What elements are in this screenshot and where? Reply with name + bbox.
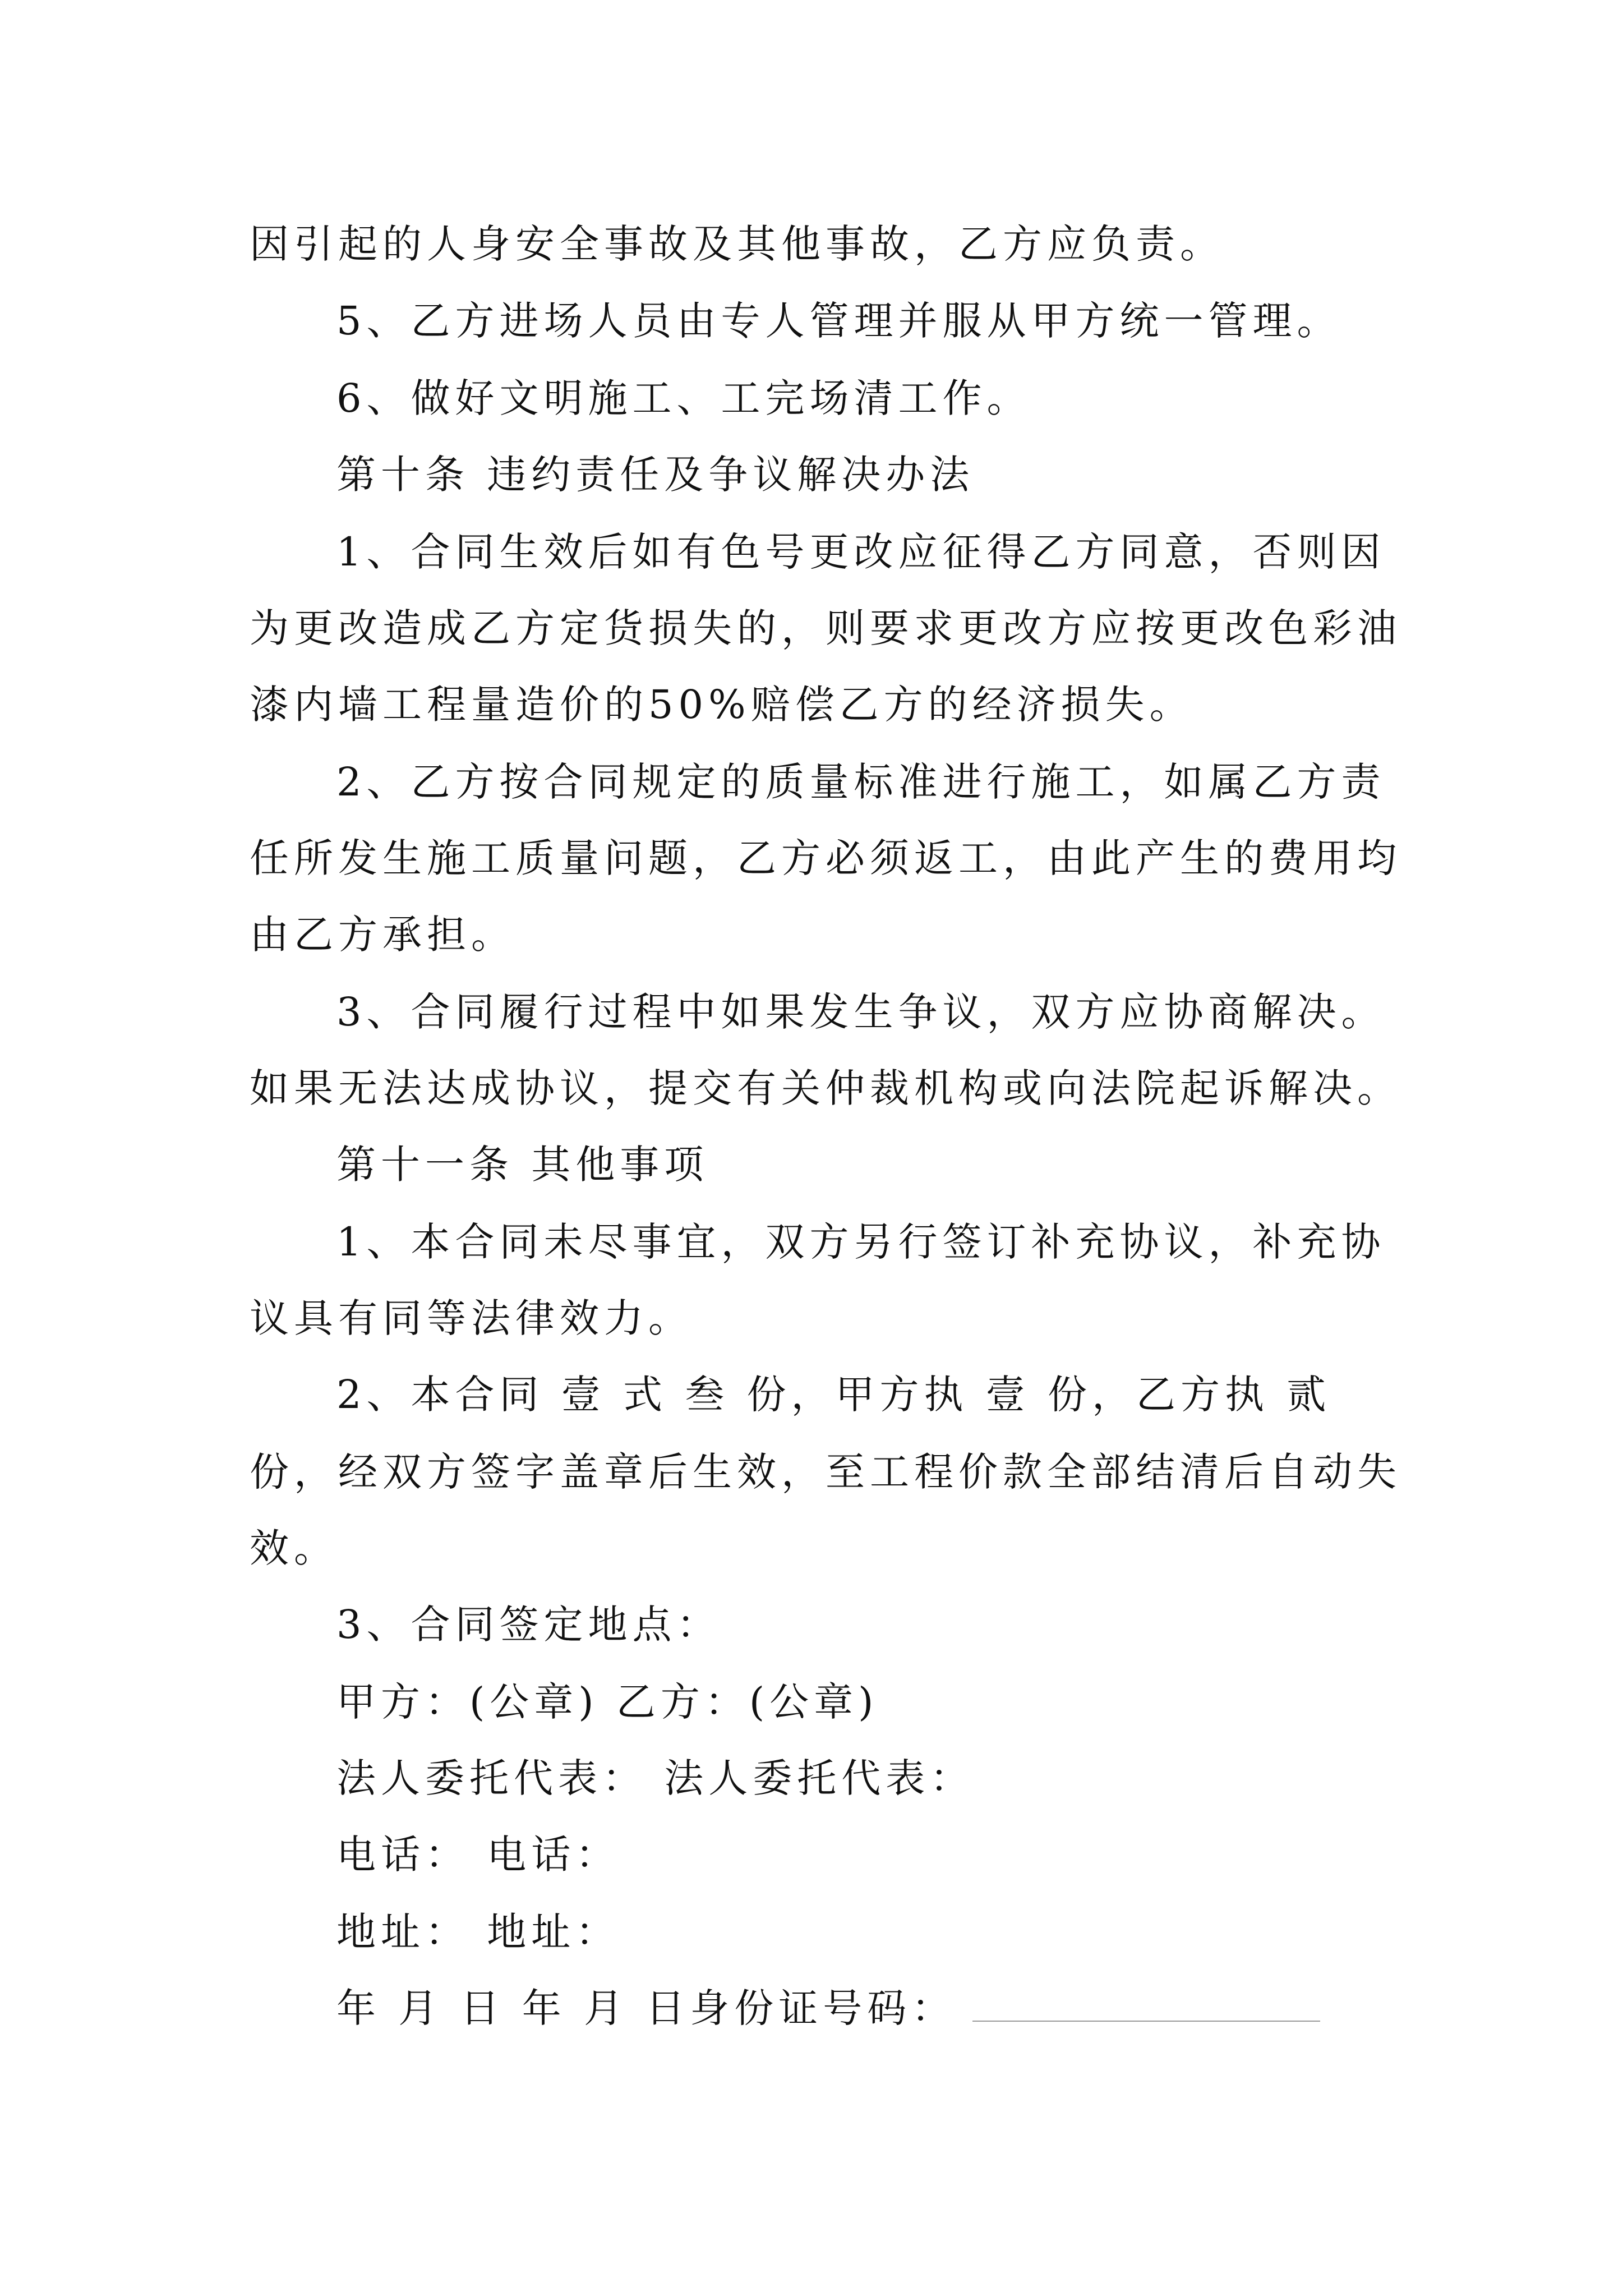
phone-line: 电话： 电话：: [336, 1832, 620, 1878]
paragraph-line: 因引起的人身安全事故及其他事故，乙方应负责。: [250, 221, 1224, 267]
section-heading: 第十条 违约责任及争议解决办法: [336, 452, 975, 498]
address-line: 地址： 地址：: [336, 1909, 620, 1955]
paragraph-line: 1、合同生效后如有色号更改应征得乙方同意，否则因: [336, 529, 1386, 575]
signing-place-line: 3、合同签定地点：: [336, 1602, 721, 1648]
paragraph-line: 5、乙方进场人员由专人管理并服从甲方统一管理。: [336, 298, 1341, 344]
paragraph-line: 由乙方承担。: [250, 912, 515, 958]
paragraph-line: 如果无法达成协议，提交有关仲裁机构或向法院起诉解决。: [250, 1065, 1401, 1111]
paragraph-line: 漆内墙工程量造价的50%赔偿乙方的经济损失。: [250, 682, 1194, 728]
paragraph-line: 任所发生施工质量问题，乙方必须返工，由此产生的费用均: [250, 835, 1401, 881]
paragraph-line: 6、做好文明施工、工完场清工作。: [336, 375, 1031, 421]
paragraph-line: 1、本合同未尽事宜，双方另行签订补充协议，补充协: [336, 1219, 1386, 1265]
representative-line: 法人委托代表： 法人委托代表：: [336, 1755, 975, 1801]
paragraph-line: 为更改造成乙方定货损失的，则要求更改方应按更改色彩油: [250, 605, 1401, 651]
party-seal-line: 甲方：(公章) 乙方：(公章): [336, 1679, 879, 1725]
paragraph-line: 份，经双方签字盖章后生效，至工程价款全部结清后自动失: [250, 1449, 1401, 1495]
paragraph-line: 2、本合同 壹 式 叁 份，甲方执 壹 份，乙方执 贰: [336, 1372, 1331, 1418]
date-id-label: 年 月 日 年 月 日身份证号码：: [336, 1985, 956, 2031]
section-heading: 第十一条 其他事项: [336, 1142, 709, 1188]
paragraph-line: 议具有同等法律效力。: [250, 1295, 693, 1341]
paragraph-line: 效。: [250, 1525, 338, 1571]
paragraph-line: 2、乙方按合同规定的质量标准进行施工，如属乙方责: [336, 759, 1386, 805]
paragraph-line: 3、合同履行过程中如果发生争议，双方应协商解决。: [336, 989, 1386, 1035]
id-number-blank: [972, 1987, 1320, 2022]
date-id-line: [336, 1986, 1320, 2031]
